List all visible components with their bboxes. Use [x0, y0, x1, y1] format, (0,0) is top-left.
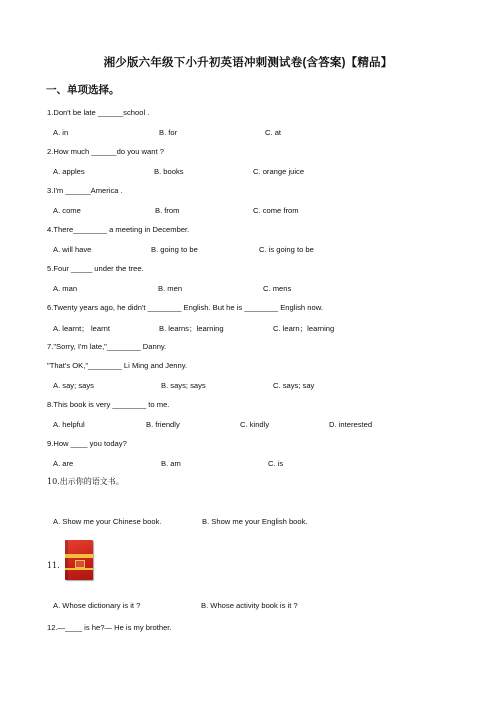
option[interactable]: B. says; says	[161, 381, 206, 390]
options-9	[53, 459, 473, 471]
document-title: 湘少版六年级下小升初英语冲刺测试卷(含答案)【精品】	[103, 57, 393, 69]
option[interactable]: A. in	[53, 128, 69, 137]
question-3: 3.I'm ______America .	[47, 186, 123, 195]
question-11: 11.	[47, 561, 60, 570]
option[interactable]: C. learn；learning	[273, 324, 335, 333]
dictionary-image	[65, 540, 93, 580]
option[interactable]: C. orange juice	[253, 167, 305, 176]
option[interactable]: C. come from	[253, 206, 299, 215]
option[interactable]: A. Show me your Chinese book.	[53, 517, 162, 526]
options-4	[53, 245, 473, 257]
option[interactable]: B. books	[154, 167, 184, 176]
question-7-line-2: "That's OK,"________ Li Ming and Jenny.	[47, 361, 188, 370]
question-9: 9.How ____ you today?	[47, 439, 127, 448]
option[interactable]: C. is	[268, 459, 284, 468]
option[interactable]: B. going to be	[151, 245, 198, 254]
option[interactable]: C. says; say	[273, 381, 315, 390]
option[interactable]: A. come	[53, 206, 81, 215]
question-12: 12.—____ is he?— He is my brother.	[47, 623, 172, 632]
section-heading: 一、单项选择。	[46, 84, 120, 96]
option[interactable]: A. helpful	[53, 420, 85, 429]
option[interactable]: B. learns；learning	[159, 324, 224, 333]
question-10: 10.出示你的语文书。	[47, 477, 124, 486]
question-7: 7."Sorry, I'm late,"________ Danny.	[47, 342, 167, 351]
option[interactable]: A. say; says	[53, 381, 94, 390]
option[interactable]: A. apples	[53, 167, 85, 176]
option[interactable]: A. Whose dictionary is it ?	[53, 601, 141, 610]
options-10	[53, 517, 473, 529]
option[interactable]: B. am	[161, 459, 181, 468]
question-6: 6.Twenty years ago, he didn't ________ English. But he is ________ English now.	[47, 303, 323, 312]
options-8	[53, 420, 473, 432]
options-11	[53, 601, 473, 613]
option[interactable]: C. is going to be	[259, 245, 314, 254]
option[interactable]: B. Whose activity book is it ?	[201, 601, 298, 610]
options-5	[53, 284, 473, 296]
option[interactable]: B. men	[158, 284, 183, 293]
options-1	[53, 128, 473, 140]
question-5: 5.Four _____ under the tree.	[47, 264, 144, 273]
options-6	[53, 323, 473, 335]
options-3	[53, 206, 473, 218]
option[interactable]: B. from	[155, 206, 180, 215]
option[interactable]: A. learnt； learnt	[53, 324, 110, 333]
option[interactable]: B. friendly	[146, 420, 180, 429]
option[interactable]: C. mens	[263, 284, 292, 293]
question-1: 1.Don't be late ______school .	[47, 108, 150, 117]
question-8: 8.This book is very ________ to me.	[47, 400, 170, 409]
option[interactable]: D. interested	[329, 420, 373, 429]
question-4: 4.There________ a meeting in December.	[47, 225, 190, 234]
option[interactable]: A. man	[53, 284, 78, 293]
option[interactable]: B. for	[159, 128, 178, 137]
option[interactable]: C. at	[265, 128, 282, 137]
option[interactable]: C. kindly	[240, 420, 270, 429]
options-2	[53, 167, 473, 179]
option[interactable]: A. will have	[53, 245, 92, 254]
option[interactable]: B. Show me your English book.	[202, 517, 308, 526]
question-2: 2.How much ______do you want ?	[47, 147, 164, 156]
options-7	[53, 381, 473, 393]
option[interactable]: A. are	[53, 459, 74, 468]
